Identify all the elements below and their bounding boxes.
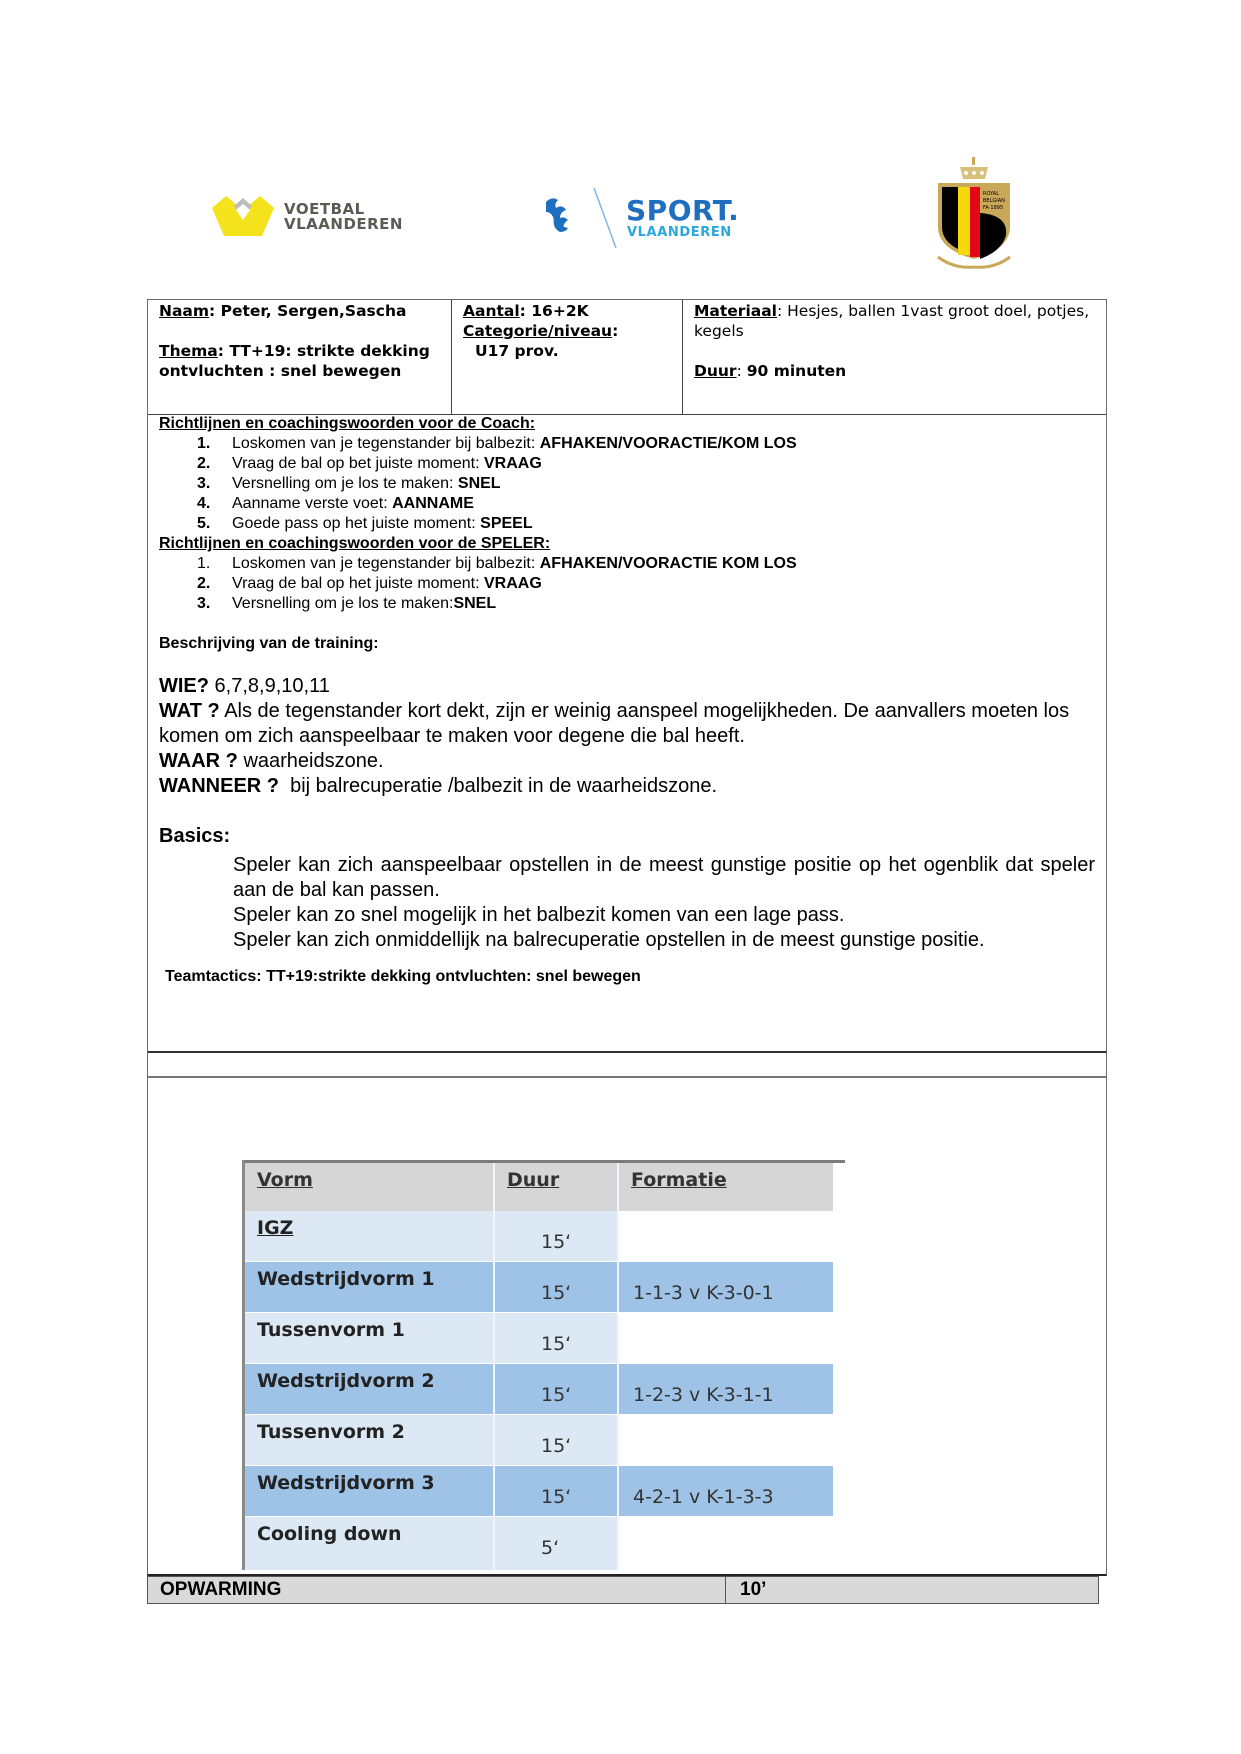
training-description (159, 674, 1095, 953)
schedule-row-wedstrijdvorm-2: Wedstrijdvorm 2 15‘ 1-2-3 v K-3-1-1 (245, 1364, 833, 1414)
duur-header: Duur (495, 1163, 619, 1211)
coach-guidelines (159, 414, 1095, 534)
svg-text:BELGIAN: BELGIAN (983, 198, 1005, 204)
materiaal-duur-cell (683, 300, 1106, 414)
schedule-table (242, 1160, 845, 1570)
thema-field: Thema: TT+19: strikte dekking ontvluchten : snel bewegen (159, 342, 430, 380)
sport-wordmark: SPORT. (626, 194, 740, 227)
naam-thema-cell (148, 300, 452, 414)
coach-guidelines-heading: Richtlijnen en coachingswoorden voor de Coach: (159, 415, 536, 432)
speler-guideline-item: 2. Vraag de bal op het juiste moment: VRAAG (197, 575, 542, 592)
opwarming-label: OPWARMING (148, 1577, 726, 1603)
speler-guideline-item: 1. Loskomen van je tegenstander bij balbezit: AFHAKEN/VOORACTIE KOM LOS (197, 555, 797, 572)
beschrijving-heading: Beschrijving van de training: (159, 635, 379, 652)
speler-guideline-item: 3. Versnelling om je los te maken:SNEL (197, 595, 497, 612)
basics-heading: Basics: (159, 825, 231, 847)
duur-field: Duur: 90 minuten (694, 362, 847, 380)
naam-field: Naam: Peter, Sergen,Sascha (159, 302, 407, 320)
categorie-value: U17 prov. (475, 342, 559, 360)
speler-guidelines (159, 534, 1095, 654)
vlaanderen-wordmark: VLAANDEREN (627, 225, 732, 240)
rbfa-crest-logo (928, 157, 1020, 269)
basics-item: Speler kan zich onmiddellijk na balrecuperatie opstellen in de meest gunstige positie. (233, 929, 985, 951)
speler-guidelines-heading: Richtlijnen en coachingswoorden voor de SPELER: (159, 535, 551, 552)
coach-guideline-item: 3. Versnelling om je los te maken: SNEL (197, 475, 501, 492)
svg-text:FA·1895: FA·1895 (983, 205, 1004, 211)
aantal-categorie-cell (452, 300, 683, 414)
svg-text:ROYAL: ROYAL (983, 191, 1000, 197)
aantal-field: Aantal: 16+2K (463, 302, 589, 320)
guidelines-description-row (147, 414, 1107, 1053)
voetbal-vlaanderen-wordmark: VOETBAL VLAANDEREN (284, 200, 403, 233)
categorie-label: Categorie/niveau: (463, 322, 619, 340)
wie-line: WIE? 6,7,8,9,10,11 (159, 675, 330, 697)
teamtactics-line: Teamtactics: TT+19:strikte dekking ontvluchten: snel bewegen (165, 968, 641, 985)
schedule-row-wedstrijdvorm-1: Wedstrijdvorm 1 15‘ 1-1-3 v K-3-0-1 (245, 1262, 833, 1312)
opwarming-duration: 10’ (740, 1579, 767, 1600)
header-info-row (147, 299, 1107, 415)
waar-line: WAAR ? waarheidszone. (159, 750, 384, 772)
schedule-row-tussenvorm-2: Tussenvorm 2 15‘ (245, 1415, 833, 1465)
schedule-row-cooling-down: Cooling down 5‘ (245, 1517, 833, 1570)
flemish-lion-icon (540, 188, 620, 250)
voetbal-vlaanderen-mark-icon (212, 196, 274, 238)
wanneer-line: WANNEER ? bij balrecuperatie /balbezit in de waarheidszone. (159, 775, 718, 797)
formatie-header: Formatie (619, 1163, 833, 1211)
schedule-row-igz: IGZ 15‘ (245, 1211, 833, 1261)
schedule-header-row (245, 1160, 845, 1213)
opwarming-row (147, 1576, 1099, 1604)
coach-guideline-item: 2. Vraag de bal op bet juiste moment: VRAAG (197, 455, 542, 472)
basics-item: Speler kan zo snel mogelijk in het balbezit komen van een lage pass. (233, 904, 845, 926)
materiaal-field: Materiaal: Hesjes, ballen 1vast groot doel, potjes, kegels (694, 302, 1090, 340)
vorm-header: Vorm (245, 1163, 495, 1211)
coach-guideline-item: 1. Loskomen van je tegenstander bij balbezit: AFHAKEN/VOORACTIE/KOM LOS (197, 435, 797, 452)
basics-item: Speler kan zich aanspeelbaar opstellen in de meest gunstige positie op het ogenblik dat speler aan de bal kan passen. (233, 854, 1095, 901)
schedule-row-wedstrijdvorm-3: Wedstrijdvorm 3 15‘ 4-2-1 v K-1-3-3 (245, 1466, 833, 1516)
wat-line: WAT ? Als de tegenstander kort dekt, zijn er weinig aanspeel mogelijkheden. De aanvallers moeten los komen om zich aanspeelbaar te maken voor degene die bal heeft. (159, 700, 1070, 747)
rbfa-crest-icon (928, 157, 1020, 269)
empty-row (147, 1052, 1107, 1078)
coach-guideline-item: 5. Goede pass op het juiste moment: SPEEL (197, 515, 533, 532)
sport-vlaanderen-logo (540, 188, 800, 250)
coach-guideline-item: 4. Aanname verste voet: AANNAME (197, 495, 474, 512)
voetbal-vlaanderen-logo (212, 196, 442, 238)
schedule-row-tussenvorm-1: Tussenvorm 1 15‘ (245, 1313, 833, 1363)
